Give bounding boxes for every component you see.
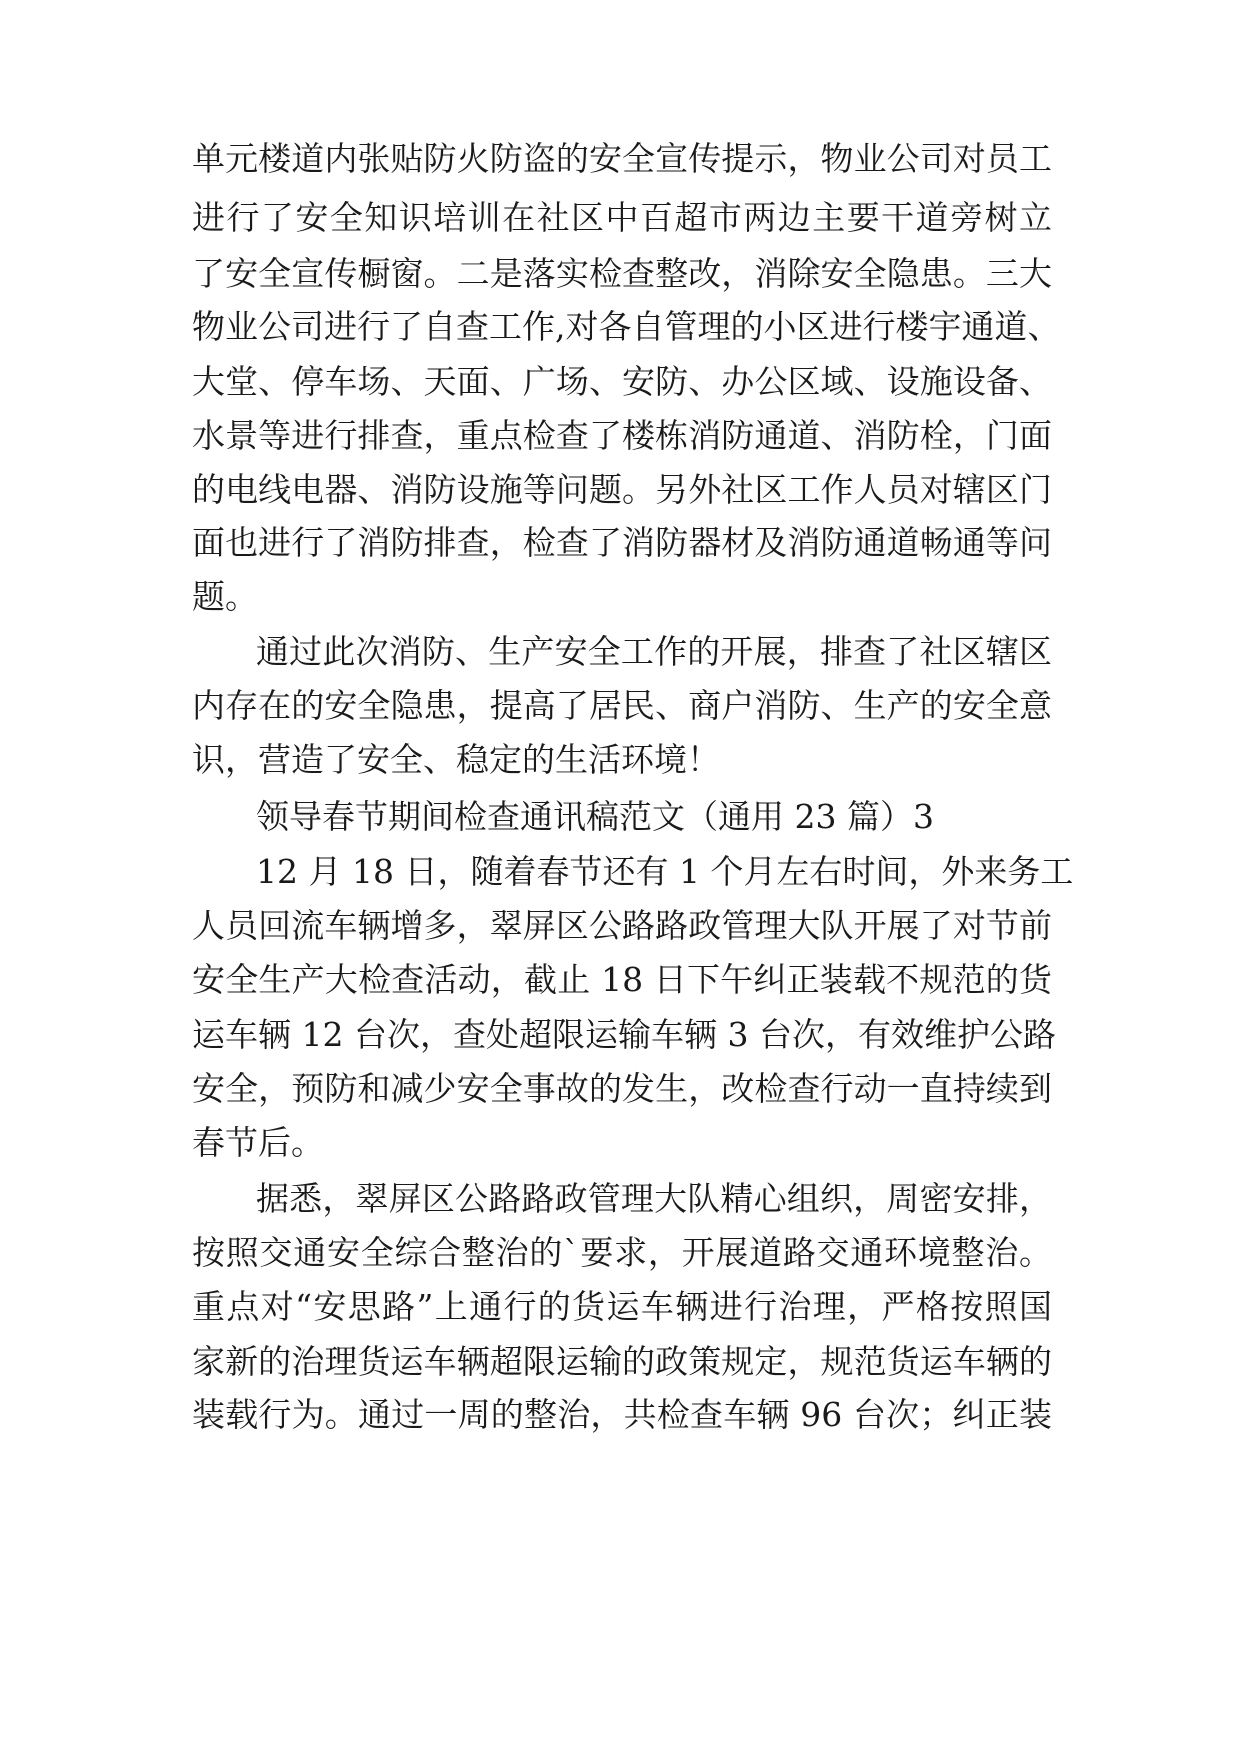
text-line: 单元楼道内张贴防火防盗的安全宣传提示，物业公司对员工: [192, 139, 1052, 178]
text-line: 物业公司进行了自查工作,对各自管理的小区进行楼宇通道、: [192, 307, 1061, 346]
text-line: 识，营造了安全、稳定的生活环境！: [192, 740, 720, 779]
text-line: 人员回流车辆增多，翠屏区公路路政管理大队开展了对节前: [192, 906, 1052, 945]
text-line: 了安全宣传橱窗。二是落实检查整改，消除安全隐患。三大: [192, 254, 1052, 293]
text-line: 内存在的安全隐患，提高了居民、商户消防、生产的安全意: [192, 686, 1052, 725]
text-line: 领导春节期间检查通讯稿范文（通用 23 篇）3: [256, 797, 934, 836]
text-line: 的电线电器、消防设施等问题。另外社区工作人员对辖区门: [192, 470, 1052, 509]
text-line: 题。: [192, 577, 258, 616]
text-line: 重点对“安思路”上通行的货运车辆进行治理，严格按照国: [192, 1287, 1052, 1326]
text-line: 进行了安全知识培训在社区中百超市两边主要干道旁树立: [192, 198, 1052, 237]
text-line: 通过此次消防、生产安全工作的开展，排查了社区辖区: [256, 632, 1052, 671]
text-line: 大堂、停车场、天面、广场、安防、办公区域、设施设备、: [192, 362, 1052, 401]
text-line: 运车辆 12 台次，查处超限运输车辆 3 台次，有效维护公路: [192, 1015, 1056, 1054]
text-line: 家新的治理货运车辆超限运输的政策规定，规范货运车辆的: [192, 1342, 1052, 1381]
text-line: 水景等进行排查，重点检查了楼栋消防通道、消防栓，门面: [192, 416, 1052, 455]
text-line: 装载行为。通过一周的整治，共检查车辆 96 台次；纠正装: [192, 1395, 1052, 1434]
text-line: 据悉，翠屏区公路路政管理大队精心组织，周密安排，: [256, 1179, 1052, 1218]
text-line: 安全生产大检查活动，截止 18 日下午纠正装载不规范的货: [192, 960, 1052, 999]
text-line: 面也进行了消防排查，检查了消防器材及消防通道畅通等问: [192, 523, 1052, 562]
text-line: 12 月 18 日，随着春节还有 1 个月左右时间，外来务工: [256, 852, 1074, 891]
text-line: 按照交通安全综合整治的`要求，开展道路交通环境整治。: [192, 1233, 1052, 1272]
text-line: 安全，预防和减少安全事故的发生，改检查行动一直持续到: [192, 1069, 1052, 1108]
text-line: 春节后。: [192, 1123, 324, 1162]
